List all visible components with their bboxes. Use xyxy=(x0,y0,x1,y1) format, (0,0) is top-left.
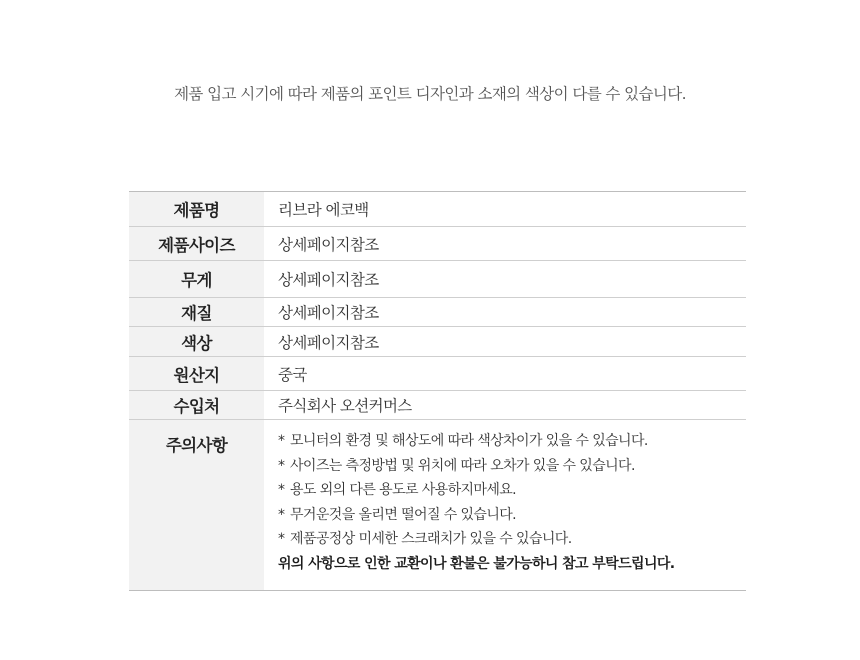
spec-label: 색상 xyxy=(129,327,264,357)
spec-value: 리브라 에코백 xyxy=(264,192,746,227)
caution-item-text: 무거운것을 올리면 떨어질 수 있습니다. xyxy=(290,506,517,523)
spec-row-product-name xyxy=(129,192,746,227)
product-spec-table xyxy=(129,191,746,591)
spec-row-weight xyxy=(129,261,746,298)
bullet-asterisk: * xyxy=(278,433,285,449)
spec-row-product-size xyxy=(129,227,746,261)
spec-row-importer xyxy=(129,391,746,420)
bullet-asterisk: * xyxy=(278,506,285,523)
caution-item-text: 제품공정상 미세한 스크래치가 있을 수 있습니다. xyxy=(290,531,572,547)
product-color-notice: 제품 입고 시기에 따라 제품의 포인트 디자인과 소재의 색상이 다를 수 있습니다. xyxy=(174,85,686,103)
spec-row-material xyxy=(129,298,746,327)
spec-value: 상세페이지참조 xyxy=(264,298,746,327)
spec-value: 주식회사 오션커머스 xyxy=(264,391,746,420)
spec-label: 제품사이즈 xyxy=(129,227,264,261)
caution-item xyxy=(278,478,746,503)
spec-row-origin xyxy=(129,357,746,391)
bullet-asterisk: * xyxy=(278,457,285,474)
caution-list xyxy=(264,420,746,591)
spec-value: 상세페이지참조 xyxy=(264,327,746,357)
bullet-asterisk: * xyxy=(278,531,285,547)
spec-label: 수입처 xyxy=(129,391,264,420)
caution-item xyxy=(278,454,746,479)
spec-row-color xyxy=(129,327,746,357)
caution-item xyxy=(278,527,746,552)
spec-label: 무게 xyxy=(129,261,264,298)
spec-value: 상세페이지참조 xyxy=(264,227,746,261)
spec-value: 상세페이지참조 xyxy=(264,261,746,298)
spec-label: 원산지 xyxy=(129,357,264,391)
spec-label: 재질 xyxy=(129,298,264,327)
caution-item-text: 모니터의 환경 및 해상도에 따라 색상차이가 있을 수 있습니다. xyxy=(290,433,648,449)
caution-item-text: 용도 외의 다른 용도로 사용하지마세요. xyxy=(290,482,517,498)
spec-label: 주의사항 xyxy=(129,420,264,591)
caution-emphasis: 위의 사항으로 인한 교환이나 환불은 불가능하니 참고 부탁드립니다. xyxy=(278,555,675,572)
bullet-asterisk: * xyxy=(278,482,285,498)
spec-value: 중국 xyxy=(264,357,746,391)
spec-label: 제품명 xyxy=(129,192,264,227)
caution-item xyxy=(278,503,746,528)
spec-row-caution xyxy=(129,420,746,591)
caution-item-text: 사이즈는 측정방법 및 위치에 따라 오차가 있을 수 있습니다. xyxy=(290,457,635,474)
caution-item xyxy=(278,429,746,454)
